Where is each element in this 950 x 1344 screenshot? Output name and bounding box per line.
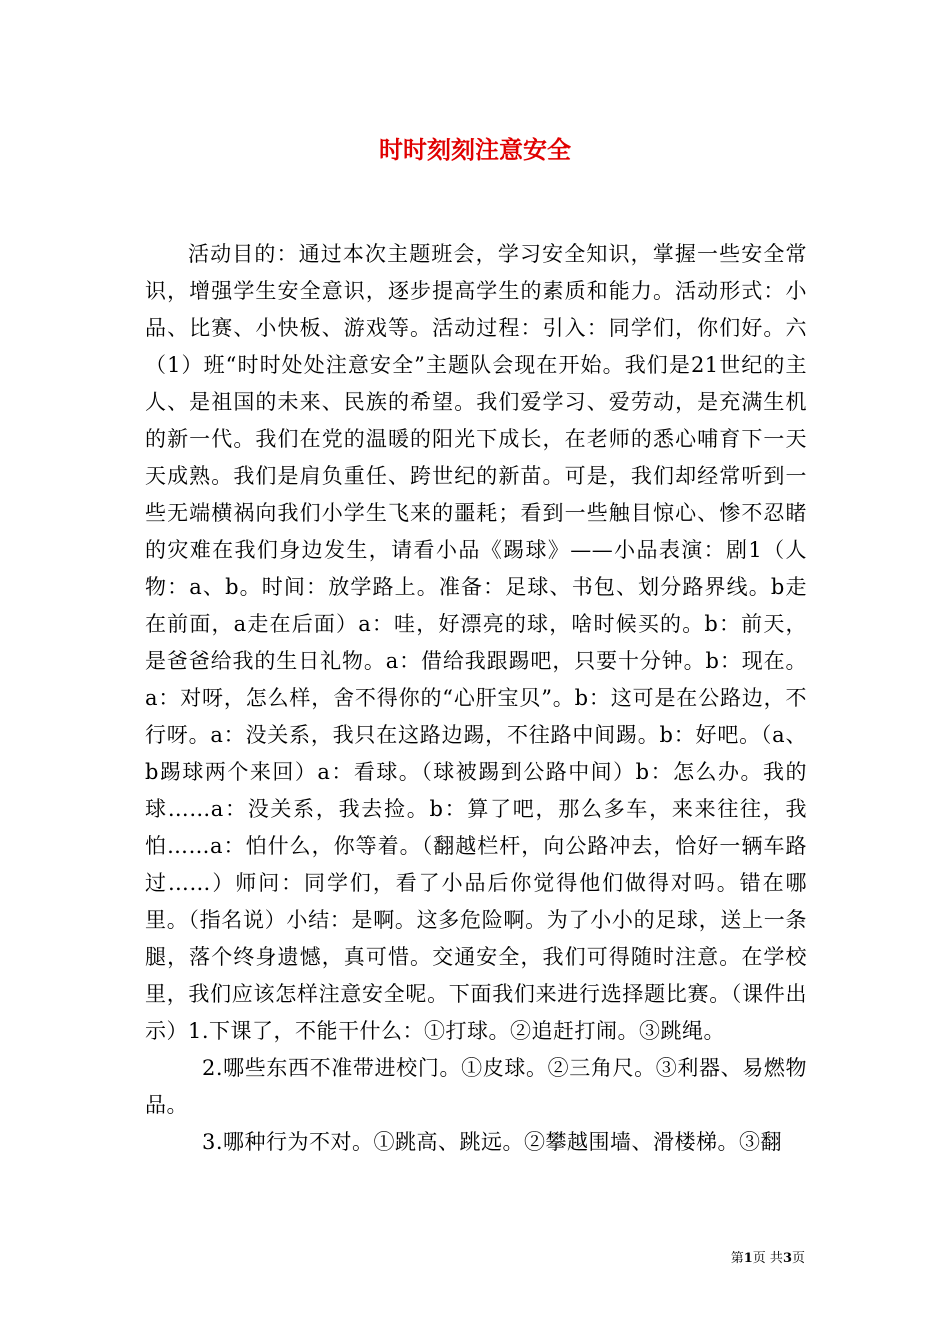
footer-current-page: 1 (743, 1251, 753, 1266)
paragraph-question-2: 2.哪些东西不准带进校门。①皮球。②三角尺。③利器、易燃物品。 (145, 1056, 807, 1117)
page-footer (731, 1250, 805, 1268)
paragraph-question-3: 3.哪种行为不对。①跳高、跳远。②攀越围墙、滑楼梯。③翻 (202, 1130, 783, 1154)
document-body (145, 236, 807, 1161)
footer-prefix: 第 (730, 1251, 744, 1266)
paragraph-activity: 活动目的：通过本次主题班会，学习安全知识，掌握一些安全常识，增强学生安全意识，逐步提高学生的素质和能力。活动形式：小品、比赛、小快板、游戏等。活动过程：引入：同学们，你们好。六（1）班“时时处处注意安全”主题队会现在开始。我们是21世纪的主人、是祖国的未来、民族的希望。我们爱学习、爱劳动，是充满生机的新一代。我们在党的温暖的阳光下成长，在老师的悉心哺育下一天天成熟。我们是肩负重任、跨世纪的新苗。可是，我们却经常听到一些无端横祸向我们小学生飞来的噩耗；看到一些触目惊心、惨不忍睹的灾难在我们身边发生，请看小品《踢球》——小品表演：剧1（人物：a、b。时间：放学路上。准备：足球、书包、划分路界线。b走在前面，a走在后面）a：哇，好漂亮的球，啥时候买的。b：前天，是爸爸给我的生日礼物。a：借给我跟踢吧，只要十分钟。b：现在。a：对呀，怎么样，舍不得你的“心肝宝贝”。b：这可是在公路边，不行呀。a：没关系，我只在这路边踢，不往路中间踢。b：好吧。（a、b踢球两个来回）a：看球。（球被踢到公路中间）b：怎么办。我的球……a：没关系，我去捡。b：算了吧，那么多车，来来往往，我怕……a：怕什么，你等着。（翻越栏杆，向公路冲去，恰好一辆车路过……）师问：同学们，看了小品后你觉得他们做得对吗。错在哪里。（指名说）小结：是啊。这多危险啊。为了小小的足球，送上一条腿，落个终身遗憾，真可惜。交通安全，我们可得随时注意。在学校里，我们应该怎样注意安全呢。下面我们来进行选择题比赛。（课件出示）1.下课了，不能干什么：①打球。②追赶打闹。③跳绳。 (145, 242, 807, 1043)
document-title: 时时刻刻注意安全 (379, 135, 571, 164)
footer-suffix: 页 (791, 1251, 805, 1266)
footer-middle: 页 共 (752, 1251, 783, 1266)
footer-total-pages: 3 (782, 1251, 792, 1266)
